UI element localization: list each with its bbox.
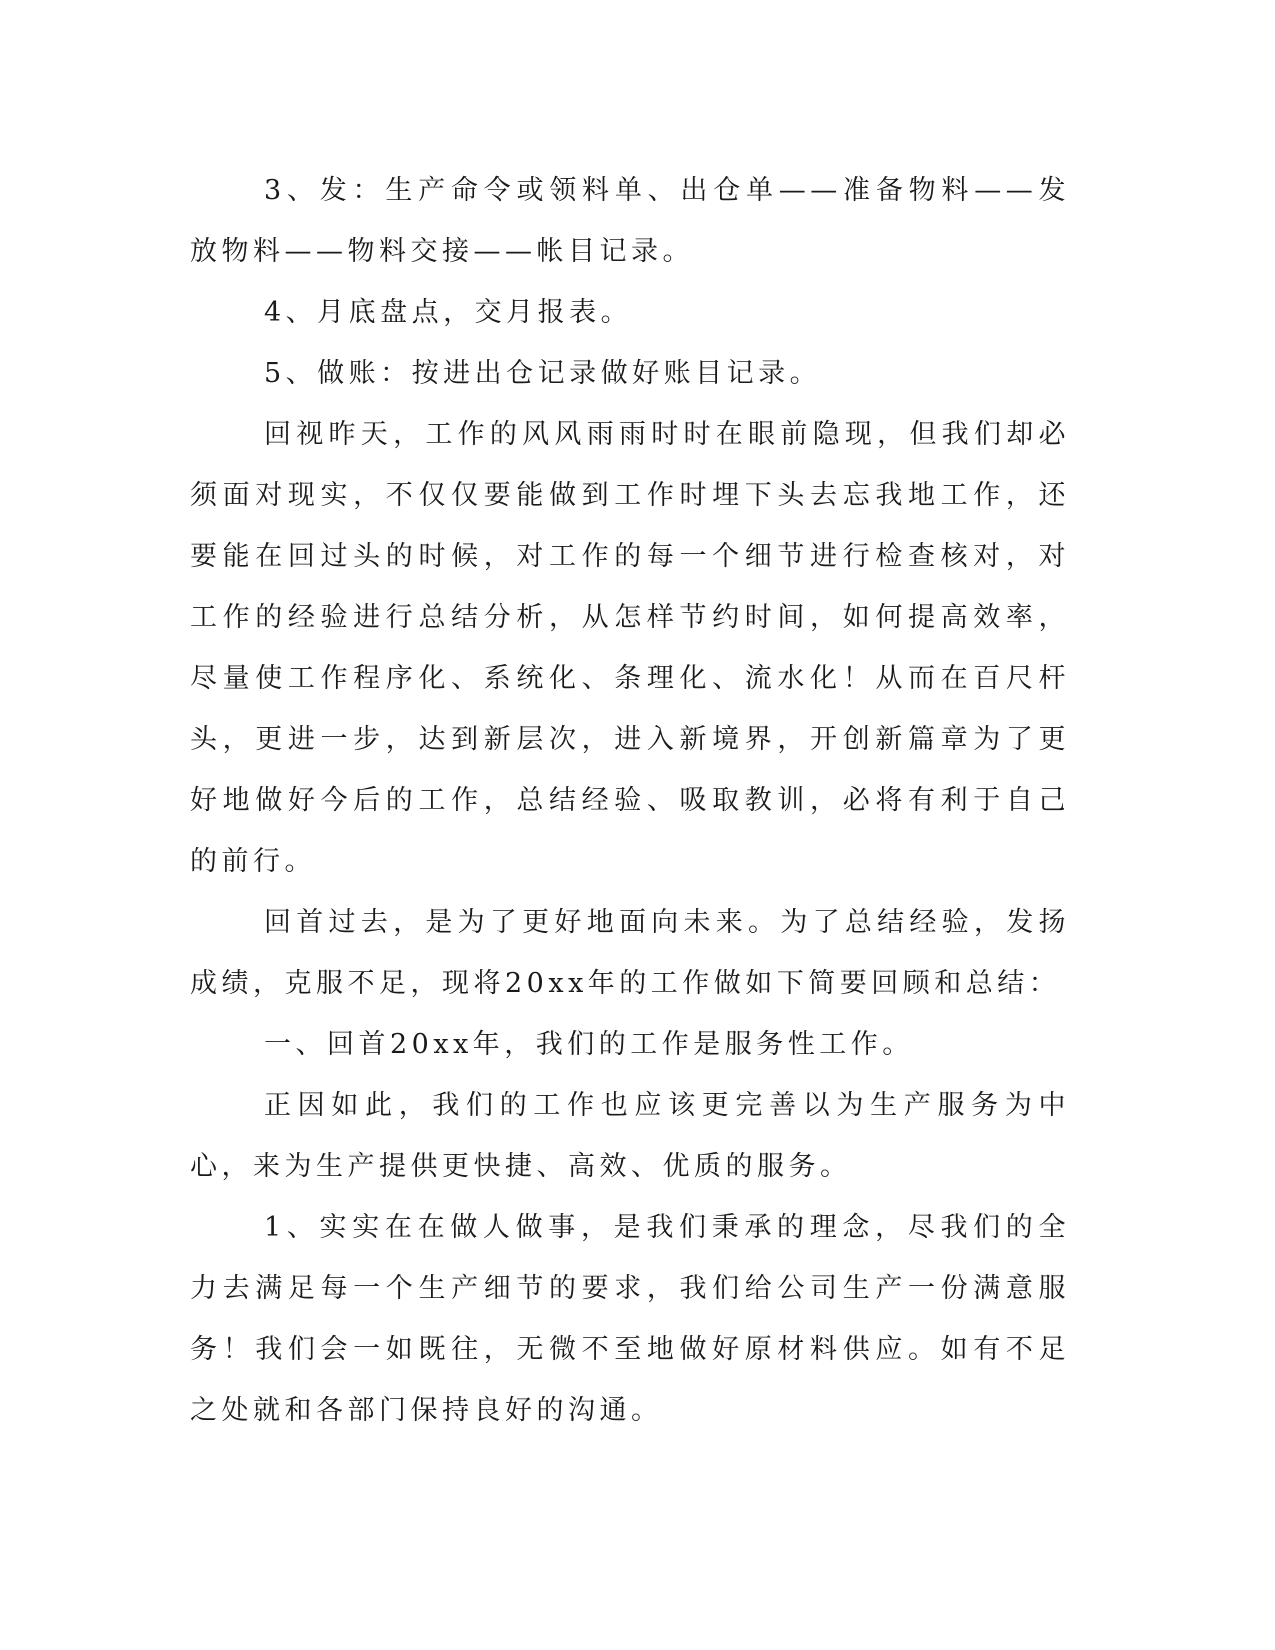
- paragraph-month-end-inventory: 4、月底盘点，交月报表。: [264, 297, 633, 328]
- document-body: [190, 160, 1070, 1441]
- paragraph-principle: 1、实实在在做人做事，是我们秉承的理念，尽我们的全力去满足每一个生产细节的要求，我们给公司生产一份满意服务！我们会一如既往，无微不至地做好原材料供应。如有不足之处就和各部门保持良好的沟通。: [190, 1212, 1070, 1426]
- paragraph-review-yesterday: 回视昨天，工作的风风雨雨时时在眼前隐现，但我们却必须面对现实，不仅仅要能做到工作时埋下头去忘我地工作，还要能在回过头的时候，对工作的每一个细节进行检查核对，对工作的经验进行总结分析，从怎样节约时间，如何提高效率，尽量使工作程序化、系统化、条理化、流水化！从而在百尺杆头，更进一步，达到新层次，进入新境界，开创新篇章为了更好地做好今后的工作，总结经验、吸取教训，必将有利于自己的前行。: [190, 419, 1070, 877]
- paragraph-look-back: 回首过去，是为了更好地面向未来。为了总结经验，发扬成绩，克服不足，现将20xx年的工作做如下简要回顾和总结：: [190, 907, 1070, 999]
- paragraph-issue-process: 3、发：生产命令或领料单、出仓单——准备物料——发放物料——物料交接——帐目记录。: [190, 175, 1070, 267]
- paragraph-section-one-heading: 一、回首20xx年，我们的工作是服务性工作。: [264, 1029, 914, 1060]
- paragraph-service-center: 正因如此，我们的工作也应该更完善以为生产服务为中心，来为生产提供更快捷、高效、优质的服务。: [190, 1090, 1070, 1182]
- paragraph-bookkeeping: 5、做账：按进出仓记录做好账目记录。: [264, 358, 822, 389]
